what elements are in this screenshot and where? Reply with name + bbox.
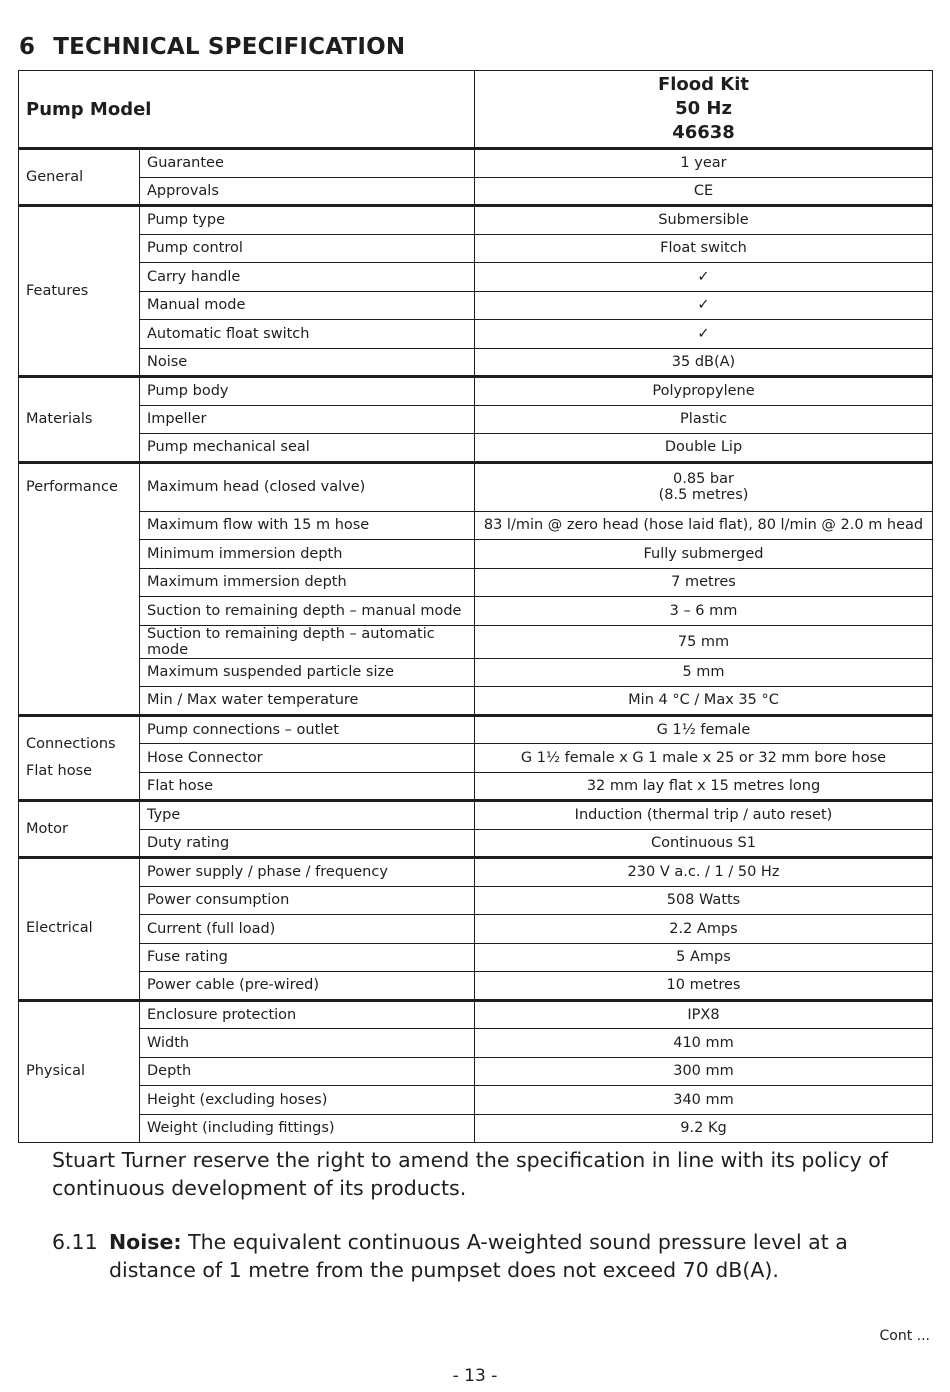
section-heading: TECHNICAL SPECIFICATION	[53, 34, 406, 60]
table-header-row	[19, 71, 933, 149]
table-row	[19, 744, 933, 773]
spec-label: Weight (including fittings)	[140, 1114, 475, 1143]
spec-value	[475, 348, 933, 377]
table-row	[19, 568, 933, 597]
table-row	[19, 206, 933, 235]
spec-label: Suction to remaining depth – manual mode	[140, 597, 475, 626]
table-row	[19, 348, 933, 377]
spec-value-line: 83 l/min @ zero head (hose laid flat), 80 l/min @ 2.0 m head	[483, 517, 924, 534]
table-row	[19, 943, 933, 972]
table-row	[19, 263, 933, 292]
pump-model-label: Pump Model	[19, 71, 475, 149]
spec-label: Height (excluding hoses)	[140, 1086, 475, 1115]
group-label	[19, 715, 140, 801]
spec-value-line: IPX8	[687, 1006, 720, 1023]
spec-value-line: 340 mm	[673, 1091, 734, 1108]
spec-label: Type	[140, 801, 475, 830]
spec-value-line: Continuous S1	[651, 834, 756, 851]
specification-disclaimer: Stuart Turner reserve the right to amend the specification in line with its policy of continuous development of its products.	[52, 1148, 889, 1200]
spec-table	[18, 70, 933, 1143]
spec-label: Current (full load)	[140, 915, 475, 944]
note-number: 6.11	[52, 1230, 98, 1254]
spec-value-line: G 1½ female x G 1 male x 25 or 32 mm bore hose	[520, 749, 887, 766]
spec-value-line: 7 metres	[671, 574, 736, 591]
spec-value	[475, 829, 933, 858]
group-label	[19, 858, 140, 1001]
spec-value	[475, 1029, 933, 1058]
spec-value-line: 5 Amps	[676, 949, 731, 966]
spec-group	[19, 149, 933, 206]
spec-value-line: 300 mm	[673, 1063, 734, 1080]
spec-group	[19, 1000, 933, 1143]
spec-value	[475, 462, 933, 511]
spec-value	[475, 234, 933, 263]
table-row	[19, 858, 933, 887]
spec-label: Noise	[140, 348, 475, 377]
continued-label: Cont ...	[879, 1328, 930, 1344]
spec-label: Carry handle	[140, 263, 475, 292]
spec-value-line: Fully submerged	[643, 545, 764, 562]
spec-label: Impeller	[140, 405, 475, 434]
spec-value	[475, 744, 933, 773]
table-row	[19, 234, 933, 263]
spec-label: Maximum head (closed valve)	[140, 462, 475, 511]
spec-value	[475, 715, 933, 744]
note-label: Noise:	[109, 1230, 182, 1254]
spec-value	[475, 568, 933, 597]
table-row	[19, 772, 933, 801]
spec-value	[475, 206, 933, 235]
table-row	[19, 462, 933, 511]
table-row	[19, 291, 933, 320]
pump-model-value	[475, 71, 933, 149]
group-label	[19, 462, 140, 715]
spec-value	[475, 658, 933, 687]
spec-group	[19, 206, 933, 377]
spec-label: Pump type	[140, 206, 475, 235]
table-row	[19, 320, 933, 349]
table-row	[19, 658, 933, 687]
spec-value	[475, 540, 933, 569]
noise-note	[52, 1228, 922, 1284]
spec-label: Power supply / phase / frequency	[140, 858, 475, 887]
spec-value-line: 3 – 6 mm	[669, 602, 738, 619]
spec-value	[475, 291, 933, 320]
model-line: Flood Kit	[657, 74, 750, 95]
table-row	[19, 801, 933, 830]
spec-value	[475, 263, 933, 292]
spec-value	[475, 1000, 933, 1029]
note-body	[109, 1228, 922, 1284]
spec-label: Pump connections – outlet	[140, 715, 475, 744]
section-title	[19, 34, 405, 60]
spec-value	[475, 687, 933, 716]
page-number: - 13 -	[452, 1366, 498, 1386]
table-row	[19, 625, 933, 658]
group-label-line: Motor	[26, 820, 68, 837]
group-label	[19, 149, 140, 206]
table-row	[19, 597, 933, 626]
model-line: 46638	[672, 122, 735, 143]
table-row	[19, 915, 933, 944]
spec-value-line: 32 mm lay flat x 15 metres long	[586, 777, 821, 794]
spec-value-line: G 1½ female	[656, 721, 751, 738]
group-label	[19, 1000, 140, 1143]
spec-value-line: Float switch	[660, 240, 747, 257]
table-row	[19, 149, 933, 178]
table-row	[19, 1057, 933, 1086]
spec-label: Minimum immersion depth	[140, 540, 475, 569]
spec-value-line: Induction (thermal trip / auto reset)	[574, 807, 833, 824]
spec-value	[475, 625, 933, 658]
spec-group	[19, 462, 933, 715]
spec-value-line: 0.85 bar	[673, 471, 734, 487]
group-label-line: General	[26, 168, 84, 185]
note-text: The equivalent continuous A-weighted sound pressure level at a distance of 1 metre from the pumpset does not exceed 70 dB(A).	[109, 1230, 848, 1282]
table-row	[19, 1086, 933, 1115]
group-label	[19, 801, 140, 858]
spec-value-line: ✓	[697, 325, 710, 342]
group-label-line: Materials	[26, 410, 93, 427]
table-row	[19, 972, 933, 1001]
spec-value	[475, 434, 933, 463]
spec-label: Power cable (pre-wired)	[140, 972, 475, 1001]
spec-label: Enclosure protection	[140, 1000, 475, 1029]
spec-label: Depth	[140, 1057, 475, 1086]
spec-value-line: ✓	[697, 297, 710, 314]
spec-value-line: Double Lip	[664, 439, 743, 456]
spec-value	[475, 1086, 933, 1115]
spec-value	[475, 149, 933, 178]
spec-label: Automatic float switch	[140, 320, 475, 349]
spec-label: Min / Max water temperature	[140, 687, 475, 716]
table-row	[19, 511, 933, 540]
notes-block	[52, 1146, 922, 1284]
spec-label: Maximum flow with 15 m hose	[140, 511, 475, 540]
table-row	[19, 1029, 933, 1058]
table-row	[19, 715, 933, 744]
spec-label: Fuse rating	[140, 943, 475, 972]
group-label-line: Flat hose	[26, 762, 93, 779]
spec-value-line: 2.2 Amps	[669, 920, 738, 937]
spec-label: Pump control	[140, 234, 475, 263]
spec-value-line: CE	[693, 182, 714, 199]
spec-label: Maximum suspended particle size	[140, 658, 475, 687]
spec-value	[475, 886, 933, 915]
spec-value-line: 230 V a.c. / 1 / 50 Hz	[627, 864, 780, 881]
spec-value	[475, 915, 933, 944]
table-row	[19, 1000, 933, 1029]
spec-label: Suction to remaining depth – automatic mode	[140, 625, 475, 658]
spec-value	[475, 597, 933, 626]
spec-label: Approvals	[140, 177, 475, 206]
group-label	[19, 377, 140, 463]
table-row	[19, 687, 933, 716]
spec-label: Power consumption	[140, 886, 475, 915]
group-label	[19, 206, 140, 377]
table-row	[19, 886, 933, 915]
spec-value	[475, 972, 933, 1001]
group-label-line: Electrical	[26, 920, 93, 937]
spec-label: Pump mechanical seal	[140, 434, 475, 463]
spec-value-line: 5 mm	[682, 664, 725, 681]
spec-value	[475, 1114, 933, 1143]
spec-value	[475, 177, 933, 206]
spec-label: Duty rating	[140, 829, 475, 858]
spec-value-line: Min 4 °C / Max 35 °C	[628, 692, 779, 709]
spec-value-line: 35 dB(A)	[671, 353, 736, 370]
spec-value-line: 1 year	[680, 155, 727, 172]
spec-value-line: Submersible	[658, 212, 749, 229]
spec-group	[19, 377, 933, 463]
table-row	[19, 540, 933, 569]
spec-value	[475, 320, 933, 349]
spec-label: Manual mode	[140, 291, 475, 320]
spec-label: Maximum immersion depth	[140, 568, 475, 597]
group-label-line: Features	[26, 282, 89, 299]
spec-value	[475, 511, 933, 540]
spec-value-line: ✓	[697, 268, 710, 285]
spec-value	[475, 801, 933, 830]
section-number: 6	[19, 34, 36, 60]
spec-value	[475, 772, 933, 801]
spec-value	[475, 405, 933, 434]
spec-value-line: 9.2 Kg	[680, 1120, 727, 1137]
spec-value	[475, 858, 933, 887]
model-line: 50 Hz	[675, 98, 732, 119]
spec-value-line: Polypropylene	[652, 383, 755, 400]
table-row	[19, 177, 933, 206]
table-row	[19, 377, 933, 406]
table-row	[19, 829, 933, 858]
spec-label: Guarantee	[140, 149, 475, 178]
table-row	[19, 434, 933, 463]
table-row	[19, 1114, 933, 1143]
spec-group	[19, 715, 933, 801]
spec-label: Pump body	[140, 377, 475, 406]
spec-group	[19, 858, 933, 1001]
spec-value-line: 75 mm	[677, 633, 730, 650]
spec-label: Width	[140, 1029, 475, 1058]
group-label-line: Performance	[26, 478, 118, 495]
spec-value-line: (8.5 metres)	[658, 487, 749, 503]
spec-label: Hose Connector	[140, 744, 475, 773]
spec-value	[475, 377, 933, 406]
spec-value-line: 10 metres	[666, 977, 741, 994]
table-row	[19, 405, 933, 434]
spec-label: Flat hose	[140, 772, 475, 801]
spec-value-line: Plastic	[680, 411, 727, 428]
spec-value	[475, 943, 933, 972]
spec-value	[475, 1057, 933, 1086]
spec-value-line: 410 mm	[673, 1034, 734, 1051]
spec-value-line: 508 Watts	[666, 892, 741, 909]
spec-group	[19, 801, 933, 858]
group-label-line: Connections	[26, 735, 116, 752]
group-label-line: Physical	[26, 1063, 85, 1080]
